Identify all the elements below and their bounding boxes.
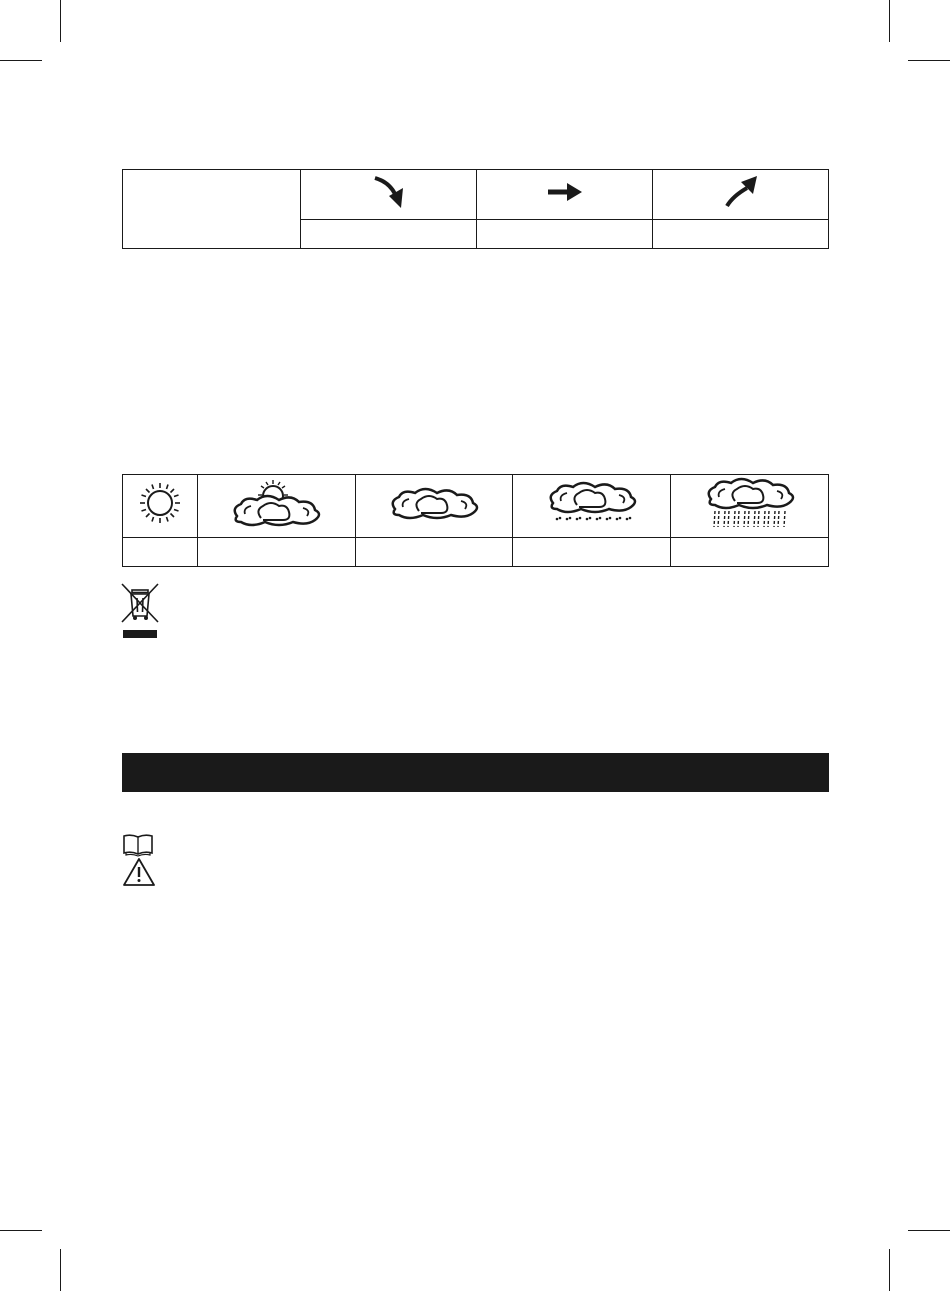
- partly-cloudy-icon: [227, 478, 325, 528]
- forecast-text-cell: [671, 537, 829, 566]
- crop-mark: [60, 0, 61, 42]
- forecast-icon-cell: [197, 475, 355, 538]
- trend-falling-arrow-icon: [369, 172, 409, 212]
- forecast-text-cell: [513, 537, 671, 566]
- trend-text-cell: [301, 220, 477, 249]
- heavy-rain-icon: [701, 477, 799, 529]
- trend-steady-arrow-icon: [545, 180, 585, 204]
- crop-mark: [0, 60, 42, 61]
- section-header-bar: [122, 753, 829, 792]
- trend-label-cell: [123, 170, 301, 249]
- forecast-icon-cell: [355, 475, 513, 538]
- trend-icon-cell: [653, 170, 829, 220]
- forecast-icon-cell: [123, 475, 198, 538]
- forecast-icon-cell: [671, 475, 829, 538]
- weather-forecast-table: [122, 474, 829, 567]
- forecast-text-cell: [123, 537, 198, 566]
- manual-book-icon: [122, 833, 154, 857]
- warning-triangle-icon: [122, 857, 156, 887]
- forecast-text-cell: [197, 537, 355, 566]
- crop-mark: [0, 1230, 42, 1231]
- pressure-trend-table: [122, 169, 829, 249]
- trend-icon-cell: [477, 170, 653, 220]
- forecast-icon-cell: [513, 475, 671, 538]
- crop-mark: [908, 60, 950, 61]
- trend-text-cell: [653, 220, 829, 249]
- crop-mark: [908, 1230, 950, 1231]
- sunny-icon: [137, 480, 183, 526]
- trend-text-cell: [477, 220, 653, 249]
- weee-crossed-bin-icon: [120, 582, 162, 642]
- cloudy-icon: [385, 483, 483, 523]
- crop-mark: [60, 1249, 61, 1291]
- trend-icon-cell: [301, 170, 477, 220]
- trend-rising-arrow-icon: [721, 172, 761, 212]
- crop-mark: [889, 0, 890, 42]
- crop-mark: [889, 1249, 890, 1291]
- light-rain-icon: [543, 481, 641, 525]
- forecast-text-cell: [355, 537, 513, 566]
